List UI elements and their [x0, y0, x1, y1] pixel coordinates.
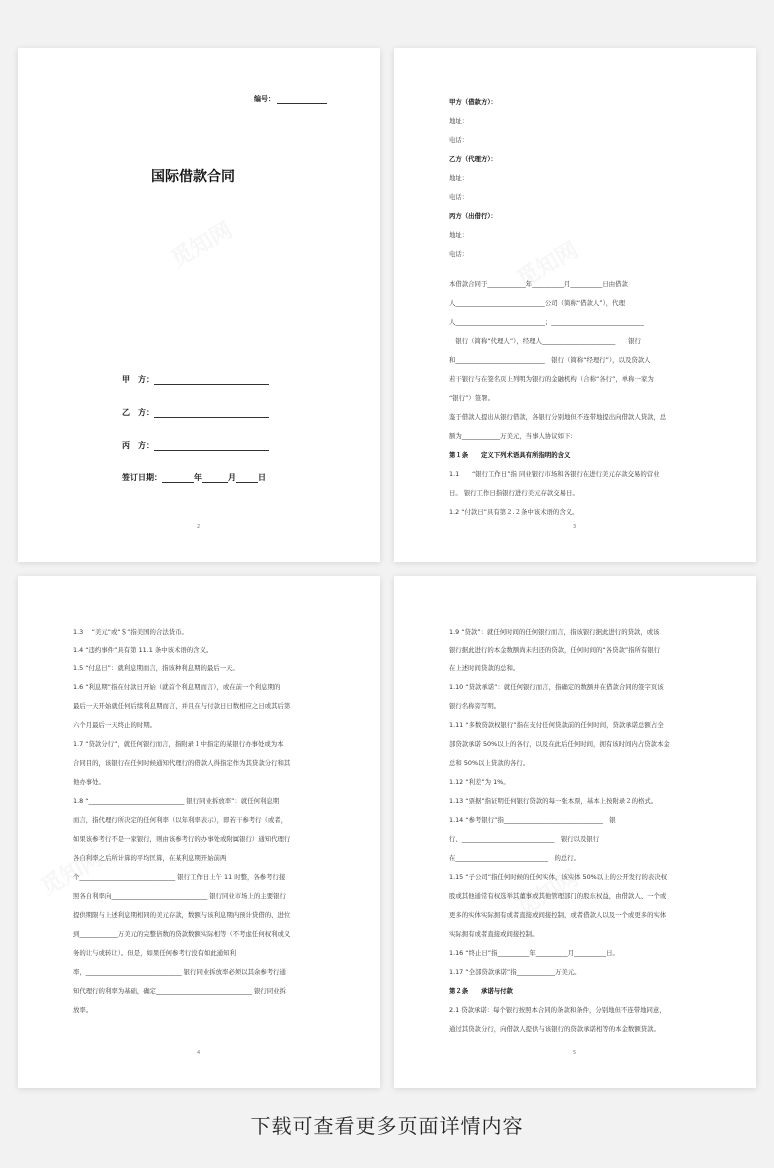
text-line: 地址：: [449, 231, 469, 239]
text-line: 日。 银行工作日指银行进行美元存款交易日。: [449, 489, 579, 497]
page-definitions-2: [394, 576, 756, 1088]
text-line: 知代理行的利率为基础，确定______________________________ 银行同业拆: [73, 987, 286, 995]
page-cover: [18, 48, 380, 562]
text-line: 在_____________________________ 的总行。: [449, 854, 581, 862]
party-b-blank: [154, 408, 269, 418]
text-line: 部贷款承诺 50%以上的各行，以及在此后任何时间，拥有该时间内占贷款本金: [449, 740, 670, 748]
text-line: 额为____________万美元，当事人协议如下:: [449, 432, 573, 440]
text-line: 1.6 “利息期”指在付款日开始（就首个利息期而言），或在前一个利息期的: [73, 683, 281, 691]
text-line: 他办事处。: [73, 778, 105, 786]
text-line: 到____________万美元的完整倍数的贷款数额实际相等（不考虑任何权利或义: [73, 930, 291, 938]
text-line: 1.14 “参考银行”指_______________________________ 银: [449, 816, 616, 824]
sign-date-label: 签订日期：: [122, 473, 162, 482]
page-parties: [394, 48, 756, 562]
page-number: 2: [197, 524, 201, 530]
text-line: 照各自利率向______________________________ 银行同业市场上的主要银行: [73, 892, 286, 900]
serial-number: [254, 94, 327, 104]
text-line: 如果该参考行不是一家银行，则由该参考行的办事处或附属银行）通知代理行: [73, 835, 291, 843]
text-line: 1.2 “付款日”具有第２.２条中该术语的含义。: [449, 508, 579, 516]
text-line: 率，______________________________ 银行同业拆放率必须以其余参考行通: [73, 968, 286, 976]
serial-label: 编号：: [254, 95, 275, 103]
party-a-blank: [154, 375, 269, 385]
text-line: 1.7 “贷款分行”，就任何银行而言，指附录１中指定的某银行办事处或为本: [73, 740, 284, 748]
text-line: “银行”）签署。: [449, 394, 494, 402]
day-label: 日: [258, 473, 266, 482]
section-heading: 第２条 承诺与付款: [449, 987, 513, 995]
year-label: 年: [194, 473, 202, 482]
text-line: 股或其他通常有权选举其董事或其他管理部门的股东权益，由借款人、一个或: [449, 892, 667, 900]
party-a-label: 甲 方：: [122, 375, 154, 384]
page-number: 3: [573, 524, 577, 530]
party-c-line: [122, 440, 269, 451]
party-b-line: [122, 407, 269, 418]
text-line: 1.17 “全部贷款承诺”指____________万美元。: [449, 968, 581, 976]
text-line: 总和 50%以上贷款的各行。: [449, 759, 530, 767]
text-line: 放率。: [73, 1006, 93, 1014]
text-line: 1.1 “银行工作日”指 同业银行市场和各银行在进行美元存款交易的营业: [449, 470, 660, 478]
text-line: 合同目的，该银行在任何时候通知代理行的借款人得指定作为其贷款分行和其: [73, 759, 291, 767]
text-line: 1.13 “票据”指证明任何银行贷款的每一张本票，基本上按附录２的格式。: [449, 797, 658, 805]
text-line: 人____________________________；_____________________________: [449, 318, 644, 326]
text-line: 2.1 贷款承诺：每个银行按照本合同的条款和条件，分别地但不连带地同意，: [449, 1006, 666, 1014]
contract-title: 国际借款合同: [151, 169, 235, 185]
text-line: 而言，指代理行所决定的任何利率（以年利率表示），即若干参考行（或者，: [73, 816, 288, 824]
section-heading: 乙方（代理方）：: [449, 155, 497, 163]
page-definitions-1: [18, 576, 380, 1088]
text-line: 本借款合同于____________年__________月__________日由借款: [449, 280, 628, 288]
section-heading: 甲方（借款方）：: [449, 98, 497, 106]
text-line: 1.9 “贷款”：就任何时间的任何银行而言，指该银行据此进行的贷款，或该: [449, 628, 660, 636]
text-line: 实际拥有或者直接或间接控制。: [449, 930, 539, 938]
text-line: 1.12 “利差”为 1%。: [449, 778, 510, 786]
text-line: 提供期限与上述利息期相同的美元存款，数额与该利息期内预计贷借的、进位: [73, 911, 291, 919]
text-line: 最后一天开始就任何后续利息期而言，并且在与付款日日数相应之日或其后第: [73, 702, 291, 710]
section-heading: 第１条 定义下列术语具有所指明的含义: [449, 451, 571, 459]
text-line: 电话：: [449, 193, 469, 201]
month-label: 月: [228, 473, 236, 482]
text-line: 银行（简称“代理人”），经理人_______________________ 银行: [449, 337, 641, 345]
sign-date-line: [122, 472, 266, 483]
party-c-blank: [154, 441, 269, 451]
text-line: 1.8 “______________________________ 银行同业拆放率”：就任何利息期: [73, 797, 280, 805]
party-b-label: 乙 方：: [122, 408, 154, 417]
section-heading: 丙方（出借行）：: [449, 212, 497, 220]
text-line: 银行名称旁写明。: [449, 702, 501, 710]
text-line: 1.15 “子公司”指任何时候的任何实体，该实体 50%以上的公开发行的表决权: [449, 873, 668, 881]
text-line: 1.10 “贷款承诺”：就任何银行而言，指确定的数额并在借款合同的签字页该: [449, 683, 664, 691]
text-line: 1.11 “多数贷款权银行”指在支付任何贷款前的任何时间，贷款承诺总额占全: [449, 721, 664, 729]
text-line: 鉴于借款人提出从银行借款，各银行分别地但不连带地提出向借款人贷款，总: [449, 413, 667, 421]
party-c-label: 丙 方：: [122, 441, 154, 450]
text-line: 银行据此进行的本金数额尚未归还的贷款，任何时间的“各贷款”指所有银行: [449, 646, 661, 654]
page-number: 5: [573, 1050, 577, 1056]
text-line: 1.3 “美元”或“＄”指美国的合法货币。: [73, 628, 188, 636]
party-a-line: [122, 374, 269, 385]
page-number: 4: [197, 1050, 201, 1056]
text-line: 和____________________________ 银行（简称“经理行”），以及贷款人: [449, 356, 651, 364]
text-line: 各自利率之后所计算的平均匡算，在某利息期开始前两: [73, 854, 227, 862]
text-line: 若干银行与在签名页上列明为银行的金融机构（合称“各行”，单称一家为: [449, 375, 654, 383]
text-line: 电话：: [449, 136, 469, 144]
text-line: 1.16 “终止日”指__________年__________月__________日。: [449, 949, 619, 957]
text-line: 六个月最后一天终止的时期。: [73, 721, 157, 729]
year-blank: [162, 473, 194, 483]
text-line: 1.4 “违约事件”具有第 11.1 条中该术语的含义。: [73, 646, 213, 654]
text-line: 行、_____________________________ 银行以及银行: [449, 835, 600, 843]
month-blank: [202, 473, 228, 483]
text-line: 务的让与或转让）。但是，如果任何参考行没有如此通知利: [73, 949, 236, 957]
text-line: 1.5 “付息日”：就利息期而言，指该种利息期的最后一天。: [73, 664, 239, 672]
day-blank: [236, 473, 258, 483]
text-line: 地址：: [449, 117, 469, 125]
watermark: [165, 214, 238, 274]
text-line: 在上述时间贷款的总和。: [449, 664, 520, 672]
text-line: 电话：: [449, 250, 469, 258]
text-line: 人____________________________公司（简称“借款人”），代理: [449, 299, 625, 307]
text-line: 通过其贷款分行，向借款人提供与该银行的贷款承诺相等的本金数额贷款。: [449, 1025, 660, 1033]
download-hint: 下载可查看更多页面详情内容: [250, 1114, 524, 1138]
text-line: 地址：: [449, 174, 469, 182]
text-line: 个______________________________ 银行工作日上午 11 时整，各参考行接: [73, 873, 286, 881]
serial-blank: [277, 96, 327, 104]
text-line: 更多的实体实际拥有或者直接或间接控制，或者借款人以及一个或更多的实体: [449, 911, 667, 919]
